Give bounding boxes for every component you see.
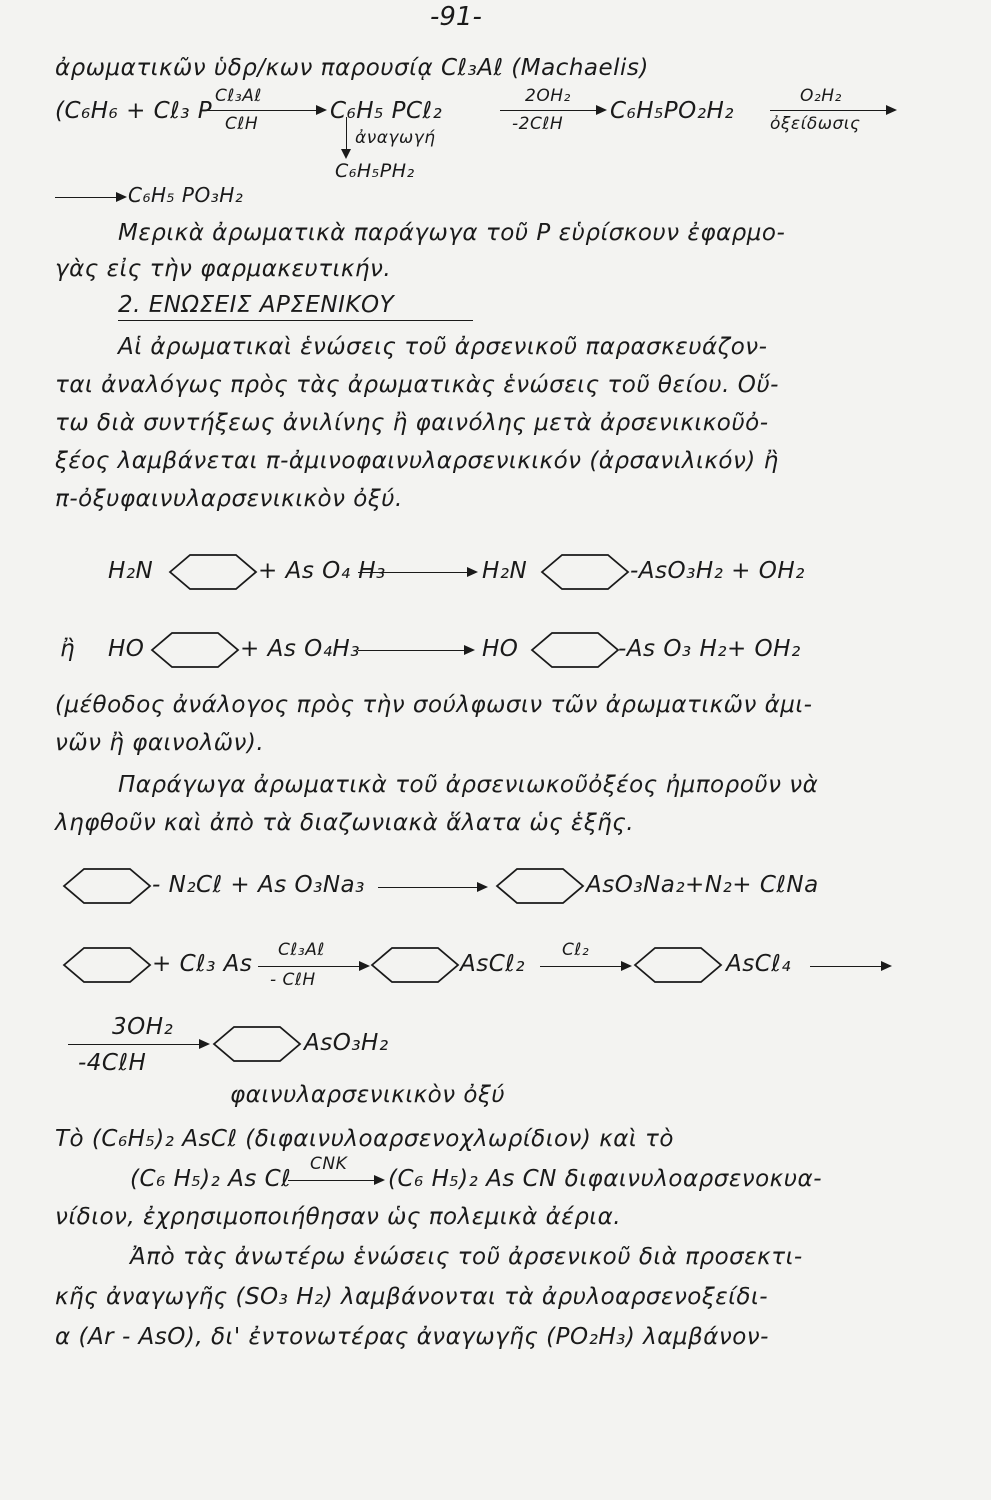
- reagent-label: -4CℓH: [78, 1050, 147, 1076]
- reaction-text: AsCℓ₄: [726, 951, 791, 977]
- reagent-label: ὀξείδωσις: [770, 114, 861, 134]
- reaction-text: (C₆ H₅)₂ As Cℓ: [130, 1166, 292, 1192]
- heading-underline: [118, 320, 473, 321]
- text-line: Αἱ ἀρωματικαὶ ἑνώσεις τοῦ ἀρσενικοῦ παρασκευάζον-: [118, 334, 768, 360]
- text-line: ξέος λαμβάνεται π-ἀμινοφαινυλαρσενικικόν (ἀρσανιλικόν) ἢ: [55, 448, 779, 474]
- reaction-text: C₆H₅PO₂H₂: [610, 98, 735, 124]
- page-number: -91-: [430, 2, 482, 32]
- text-line: (C₆ H₅)₂ As CN διφαινυλοαρσενοκυα-: [388, 1166, 823, 1192]
- reaction-text: + Cℓ₃ As: [152, 951, 253, 977]
- reaction-arrow: [68, 1044, 208, 1045]
- reagent-label: Cℓ₂: [562, 940, 590, 960]
- reaction-arrow: [288, 1180, 383, 1181]
- text-line: κῆς ἀναγωγῆς (SO₃ H₂) λαμβάνονται τὰ ἀρυλοαρσενοξείδι-: [55, 1284, 769, 1310]
- reduction-arrow: [346, 117, 347, 157]
- text-line: ληφθοῦν καὶ ἀπὸ τὰ διαζωνιακὰ ἅλατα ὡς ἑξῆς.: [55, 810, 635, 836]
- reaction-arrow: [358, 572, 476, 573]
- catalyst-label: CℓH: [225, 114, 259, 134]
- reaction-text: HO: [108, 636, 145, 662]
- reaction-arrow: [500, 110, 605, 111]
- reagent-label: 2OH₂: [525, 86, 571, 106]
- reaction-arrow: [810, 966, 890, 967]
- reaction-arrow: [770, 110, 895, 111]
- text-line: Ἀπὸ τὰς ἀνωτέρω ἑνώσεις τοῦ ἀρσενικοῦ διὰ προσεκτι-: [130, 1244, 803, 1270]
- text-line: ται ἀναλόγως πρὸς τὰς ἀρωματικὰς ἑνώσεις τοῦ θείου. Οὕ-: [55, 372, 779, 398]
- reagent-label: O₂H₂: [800, 86, 842, 106]
- reagent-label: CNK: [310, 1154, 348, 1174]
- reaction-text: C₆H₅ PO₃H₂: [128, 183, 244, 207]
- text-line: νίδιον, ἐχρησιμοποιήθησαν ὡς πολεμικὰ ἀέρια.: [55, 1204, 622, 1230]
- benzene-ring-icon: [495, 866, 585, 906]
- reagent-label: -2CℓH: [512, 114, 564, 134]
- reaction-arrow: [205, 110, 325, 111]
- text-line: Παράγωγα ἀρωματικὰ τοῦ ἀρσενιωκοῦὀξέος ἠμποροῦν νὰ: [118, 772, 819, 798]
- reaction-text: AsO₃Na₂+N₂+ CℓNa: [586, 872, 819, 898]
- catalyst-label: Cℓ₃Aℓ: [278, 940, 325, 960]
- reaction-text: + As O₄ H₃: [258, 558, 386, 584]
- text-line: (μέθοδος ἀνάλογος πρὸς τὴν σούλφωσιν τῶν ἀρωματικῶν ἀμι-: [55, 692, 813, 718]
- reaction-text: ἢ: [60, 636, 76, 662]
- reaction-text: H₂N: [482, 558, 528, 584]
- benzene-ring-icon: [168, 552, 258, 592]
- reaction-text: -As O₃ H₂+ OH₂: [618, 636, 801, 662]
- text-line: Μερικὰ ἀρωματικὰ παράγωγα τοῦ P εὑρίσκουν ἐφαρμο-: [118, 220, 786, 246]
- benzene-ring-icon: [370, 945, 460, 985]
- reaction-text: + As O₄H₃: [240, 636, 360, 662]
- reaction-text: - N₂Cℓ + As O₃Na₃: [152, 872, 365, 898]
- reagent-label: 3OH₂: [112, 1014, 174, 1040]
- benzene-ring-icon: [530, 630, 620, 670]
- text-line: α (Ar - AsO), δι' ἐντονωτέρας ἀναγωγῆς (PO₂H₃) λαμβάνον-: [55, 1324, 769, 1350]
- benzene-ring-icon: [633, 945, 723, 985]
- reaction-arrow: [358, 650, 473, 651]
- section-heading: 2. ΕΝΩΣΕΙΣ ΑΡΣΕΝΙΚΟΥ: [118, 292, 395, 318]
- reaction-text: AsO₃H₂: [304, 1030, 389, 1056]
- benzene-ring-icon: [62, 945, 152, 985]
- reagent-label: ἀναγωγή: [355, 128, 436, 148]
- reaction-text: H₂N: [108, 558, 154, 584]
- text-line: π-ὀξυφαινυλαρσενικικὸν ὀξύ.: [55, 486, 403, 512]
- benzene-ring-icon: [150, 630, 240, 670]
- text-line: νῶν ἢ φαινολῶν).: [55, 730, 265, 756]
- text-line: τω διὰ συντήξεως ἀνιλίνης ἢ φαινόλης μετὰ ἀρσενικικοῦὀ-: [55, 410, 769, 436]
- reaction-arrow: [378, 887, 486, 888]
- reaction-text: AsCℓ₂: [460, 951, 525, 977]
- reaction-text: (C₆H₆ + Cℓ₃ P: [55, 98, 213, 124]
- text-line: ἀρωματικῶν ὑδρ/κων παρουσίᾳ Cℓ₃Aℓ (Machaelis): [55, 55, 649, 81]
- compound-name: φαινυλαρσενικικὸν ὀξύ: [230, 1082, 506, 1108]
- text-line: γὰς εἰς τὴν φαρμακευτικήν.: [55, 256, 392, 282]
- benzene-ring-icon: [62, 866, 152, 906]
- reaction-text: HO: [482, 636, 519, 662]
- reaction-arrow: [55, 197, 125, 198]
- text-line: Τὸ (C₆H₅)₂ AsCℓ (διφαινυλοαρσενοχλωρίδιον) καὶ τὸ: [55, 1126, 674, 1152]
- reaction-arrow: [540, 966, 630, 967]
- reaction-text: C₆H₅ PCℓ₂: [330, 98, 443, 124]
- catalyst-label: - CℓH: [270, 970, 316, 990]
- reaction-text: -AsO₃H₂ + OH₂: [630, 558, 805, 584]
- reaction-arrow: [258, 966, 368, 967]
- benzene-ring-icon: [212, 1024, 302, 1064]
- reaction-text: C₆H₅PH₂: [335, 160, 415, 182]
- benzene-ring-icon: [540, 552, 630, 592]
- catalyst-label: Cℓ₃Aℓ: [215, 86, 262, 106]
